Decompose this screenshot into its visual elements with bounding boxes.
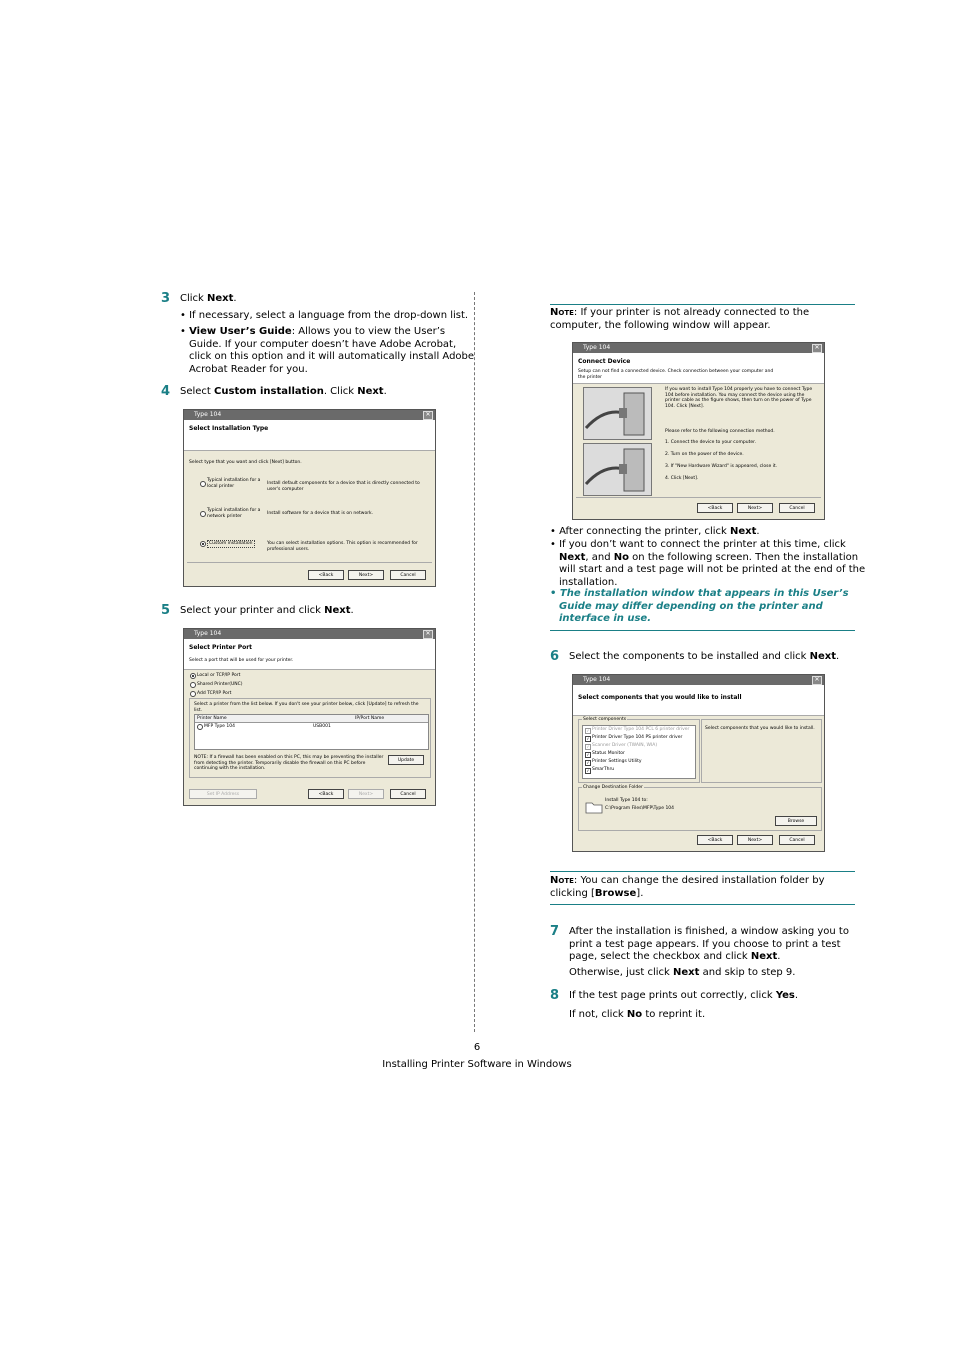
back-button[interactable]: <Back bbox=[308, 789, 344, 799]
cancel-button[interactable]: Cancel bbox=[390, 570, 426, 580]
add-tcpip-radio[interactable] bbox=[190, 691, 196, 697]
connect-refer: Please refer to the following connection method. bbox=[665, 429, 775, 434]
typical-local-desc: Install default components for a device that is directly connected to user's computer bbox=[267, 481, 420, 492]
step-5-number: 5 bbox=[161, 603, 171, 618]
footer-section-title: Installing Printer Software in Windows bbox=[382, 1059, 572, 1070]
printer-list[interactable] bbox=[194, 714, 429, 750]
update-button[interactable]: Update bbox=[388, 755, 424, 765]
step-8-text: If the test page prints out correctly, click Yes. If not, click No to reprint it. bbox=[569, 990, 799, 1020]
cancel-button[interactable]: Cancel bbox=[779, 835, 815, 845]
col-ip-port: IP/Port Name bbox=[355, 716, 385, 721]
page-number: 6 bbox=[473, 1042, 481, 1053]
destination-group bbox=[578, 787, 822, 831]
step-3-number: 3 bbox=[161, 291, 171, 306]
dialog-prompt: Select type that you want and click [Next] button. bbox=[189, 460, 302, 465]
add-tcpip-label: Add TCP/IP Port bbox=[197, 691, 232, 696]
step-7-text: After the installation is finished, a window asking you to print a test page appears. If you choose to print a test page, select the checkbox and click Next. Otherwise, just click Next and skip to step 9. bbox=[569, 926, 849, 978]
connect-step-4: 4. Click [Next]. bbox=[665, 476, 699, 481]
next-button[interactable]: Next> bbox=[737, 835, 773, 845]
components-list[interactable] bbox=[582, 725, 696, 779]
dont-connect-bullet: • If you don’t want to connect the printer at this time, click Next, and No on the following screen. Then the installation will start and a test page will not be printed at the end of the installation. bbox=[550, 539, 866, 588]
custom-installation-label: Custom installation bbox=[209, 541, 253, 546]
typical-network-radio[interactable] bbox=[200, 511, 206, 517]
component-label: Printer Driver Type 104 PS printer driver bbox=[592, 735, 683, 740]
back-button[interactable]: <Back bbox=[697, 503, 733, 513]
typical-network-desc: Install software for a device that is on network. bbox=[267, 511, 374, 516]
shared-printer-radio[interactable] bbox=[190, 682, 196, 688]
cancel-button[interactable]: Cancel bbox=[779, 503, 815, 513]
dialog-titlebar: Type 104 ✕ bbox=[184, 629, 435, 639]
connect-instructions: If you want to install Type 104 properly you have to connect Type 104 before installation. You may connect the device using the printer cable as the figure shows, then turn on the power of Type 104. Click [Next]. bbox=[665, 387, 813, 409]
component-checkbox[interactable]: ✓ bbox=[586, 744, 590, 749]
dialog-header: Select components that you would like to install bbox=[573, 685, 824, 716]
dialog-titlebar: Type 104 ✕ bbox=[573, 343, 824, 353]
after-connecting-bullet: • After connecting the printer, click Next. bbox=[550, 526, 760, 537]
destination-group-label: Change Destination Folder bbox=[583, 785, 643, 790]
set-ip-address-button[interactable]: Set IP Address bbox=[189, 789, 257, 799]
step-8-number: 8 bbox=[550, 988, 560, 1003]
printer-cable-illustration-2 bbox=[583, 443, 652, 496]
dialog-header: Connect Device Setup can not find a connected device. Check connection between your computer and the printer bbox=[573, 353, 824, 384]
back-button[interactable]: <Back bbox=[308, 570, 344, 580]
custom-installation-radio[interactable] bbox=[200, 541, 206, 547]
component-label: Scanner Driver (TWAIN, WIA) bbox=[592, 743, 658, 748]
step-3-bullet-language: • If necessary, select a language from the drop-down list. bbox=[180, 310, 469, 321]
close-icon[interactable]: ✕ bbox=[423, 411, 433, 420]
back-button[interactable]: <Back bbox=[697, 835, 733, 845]
component-description-text: Select components that you would like to install. bbox=[705, 726, 815, 731]
typical-network-label: Typical installation for a network printer bbox=[207, 508, 261, 519]
note-browse: Note: You can change the desired installation folder by clicking [Browse]. bbox=[550, 875, 825, 899]
printer-cable-icon bbox=[584, 388, 651, 439]
close-icon[interactable]: ✕ bbox=[423, 630, 433, 639]
folder-icon bbox=[585, 800, 603, 814]
local-tcpip-radio[interactable] bbox=[190, 673, 196, 679]
printer-row-radio[interactable] bbox=[197, 724, 203, 730]
printer-list-group bbox=[189, 698, 431, 778]
printer-cable-illustration-1 bbox=[583, 387, 652, 440]
note-bottom-rule bbox=[550, 630, 855, 631]
install-to-label: Install Type 104 to: bbox=[605, 798, 648, 803]
select-components-dialog bbox=[572, 674, 825, 852]
component-label: Printer Driver Type 104 PCL 6 printer driver bbox=[592, 727, 690, 732]
step-6-text: Select the components to be installed and click Next. bbox=[569, 651, 840, 662]
step-3-text: Click Next. bbox=[180, 293, 237, 304]
component-description bbox=[701, 719, 822, 783]
dialog-titlebar: Type 104 ✕ bbox=[573, 675, 824, 685]
close-icon[interactable]: ✕ bbox=[812, 676, 822, 685]
install-window-note: • The installation window that appears in this User’s Guide may differ depending on the printer and interface in use. bbox=[550, 588, 849, 624]
connect-step-2: 2. Turn on the power of the device. bbox=[665, 452, 744, 457]
connect-step-3: 3. If "New Hardware Wizard" is appeared, close it. bbox=[665, 464, 778, 469]
component-checkbox[interactable]: ✓ bbox=[586, 728, 590, 733]
component-label: Status Monitor bbox=[592, 751, 625, 756]
printer-row-port: USB001 bbox=[313, 724, 331, 729]
install-path: C:\Program Files\MFP\Type 104 bbox=[605, 806, 675, 811]
next-button[interactable]: Next> bbox=[348, 570, 384, 580]
step-3-bullet-guide: • View User’s Guide: Allows you to view the User’s Guide. If your computer doesn’t have Adobe Acrobat, click on this option and it will automatically install Adobe Acrobat Reader for you. bbox=[180, 326, 475, 375]
note-connect: Note: If your printer is not already connected to the computer, the following window will appear. bbox=[550, 307, 810, 331]
component-checkbox[interactable]: ✓ bbox=[586, 760, 590, 765]
connect-step-1: 1. Connect the device to your computer. bbox=[665, 440, 757, 445]
next-button[interactable]: Next> bbox=[737, 503, 773, 513]
dialog-header: Select Installation Type bbox=[184, 420, 435, 451]
list-header bbox=[195, 715, 428, 723]
step-7-number: 7 bbox=[550, 924, 560, 939]
dialog-separator bbox=[187, 562, 432, 563]
note2-bottom-rule bbox=[550, 904, 855, 905]
typical-local-label: Typical installation for a local printer bbox=[207, 478, 261, 489]
step-4-text: Select Custom installation. Click Next. bbox=[180, 386, 387, 397]
cancel-button[interactable]: Cancel bbox=[390, 789, 426, 799]
step-4-number: 4 bbox=[161, 384, 171, 399]
close-icon[interactable]: ✕ bbox=[812, 344, 822, 353]
dialog-header: Select Printer Port Select a port that will be used for your printer. bbox=[184, 639, 435, 670]
dialog-titlebar: Type 104 ✕ bbox=[184, 410, 435, 420]
components-group bbox=[578, 719, 700, 783]
browse-button[interactable]: Browse bbox=[775, 816, 817, 826]
connect-device-dialog bbox=[572, 342, 825, 520]
printer-row-name: MFP Type 104 bbox=[204, 724, 235, 729]
component-label: Printer Settings Utility bbox=[592, 759, 642, 764]
shared-printer-label: Shared Printer(UNC) bbox=[197, 682, 243, 687]
components-group-label: Select components bbox=[583, 717, 627, 722]
printer-port-dialog bbox=[183, 628, 436, 806]
custom-installation-desc: You can select installation options. This option is recommended for professional users. bbox=[267, 541, 418, 552]
printer-cable-icon bbox=[584, 444, 651, 495]
next-button[interactable]: Next> bbox=[348, 789, 384, 799]
component-checkbox[interactable]: ✓ bbox=[586, 752, 590, 757]
local-tcpip-label: Local or TCP/IP Port bbox=[197, 673, 241, 678]
dialog-separator bbox=[576, 497, 821, 498]
component-checkbox[interactable]: ✓ bbox=[586, 736, 590, 741]
installation-type-dialog bbox=[183, 409, 436, 587]
list-help: Select a printer from the list below. If you don't see your printer below, click [Update] to refresh the list. bbox=[194, 702, 419, 713]
step-6-number: 6 bbox=[550, 649, 560, 664]
component-label: SmarThru bbox=[592, 767, 615, 772]
note2-top-rule bbox=[550, 871, 855, 872]
note-top-rule bbox=[550, 304, 855, 305]
typical-local-radio[interactable] bbox=[200, 481, 206, 487]
component-checkbox[interactable]: ✓ bbox=[586, 768, 590, 773]
col-printer-name: Printer Name bbox=[197, 716, 227, 721]
firewall-note: NOTE: If a firewall has been enabled on this PC, this may be preventing the installer from detecting the printer. Temporarily disable the firewall on this PC before continuing with the installation. bbox=[194, 755, 384, 771]
step-5-text: Select your printer and click Next. bbox=[180, 605, 354, 616]
column-divider bbox=[474, 292, 475, 1032]
